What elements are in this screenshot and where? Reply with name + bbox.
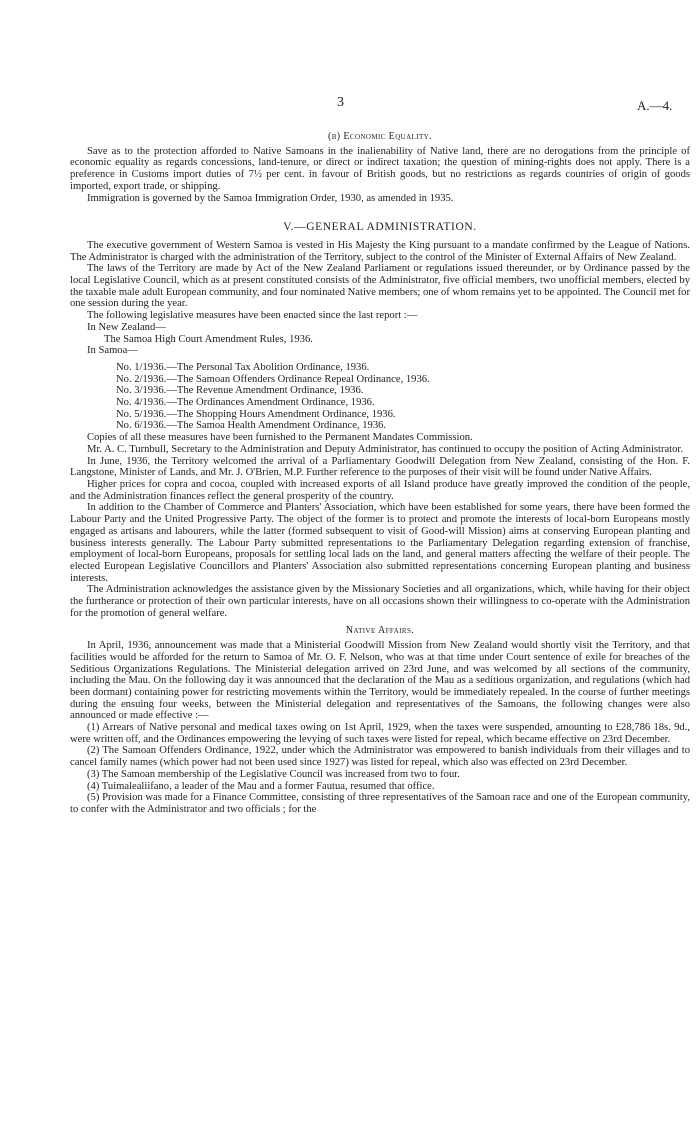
document-body (70, 131, 690, 816)
laws-paragraph: The laws of the Territory are made by Act of the New Zealand Parliament or regulations issued thereunder, or by Ordinance passed by the local Legislative Council, which as at present constituted consists of the Administrator, five official members, two unofficial members, elected by the taxable male adult European community, and four nominated Native members; one of whom remains yet to be appointed. The Council met for one session during the year. (70, 263, 690, 310)
change-item-1: (1) Arrears of Native personal and medical taxes owing on 1st April, 1929, when the taxes were suspended, amounting to £28,786 18s. 9d., were written off, and the Ordinances empowering the levying of such taxes were listed for repeal, which became effective on 23rd December. (70, 722, 690, 745)
political-parties-paragraph: In addition to the Chamber of Commerce and Planters' Association, which have been established for some years, there have been formed the Labour Party and the United Progressive Party. The object of the former is to protect and promote the interests of local-born Europeans mostly engaged as artisans and labourers, while the latter (formed subsequent to visit of Good-will Mission) aims at conserving European planting and business interests generally. The Labour Party submitted representations to the Parliamentary Delegation regarding extension of franchise, employment of local-born Europeans, proposals for settling local lads on the land, and general matters affecting the welfare of their people. The elected European Legislative Councillors and Planters' Association also submitted representations concerning European planting and business interests. (70, 502, 690, 584)
goodwill-mission-paragraph: In April, 1936, announcement was made that a Ministerial Goodwill Mission from New Zealand would shortly visit the Territory, and that facilities would be afforded for the return to Samoa of Mr. O. F. Nelson, who was at that time under Court sentence of exile for breaches of the Seditious Organizations Regulations. The Ministerial delegation arrived on 23rd June, and was welcomed by all sections of the community, including the Mau. On the following day it was announced that the declaration of the Mau as a seditious organization, and regulations (which had been dormant) containing power for restricting movements within the Territory, would be immediately repealed. In the course of further meetings during the ensuing four weeks, between the Ministerial delegation and representatives of the Samoans, the following changes were also announced or made effective :— (70, 640, 690, 722)
change-item-2: (2) The Samoan Offenders Ordinance, 1922, under which the Administrator was empowered to banish individuals from their villages and to cancel family names (which power had not been used since 1927) was listed for repeal, which also was effected on 23rd December. (70, 745, 690, 769)
change-item-5: (5) Provision was made for a Finance Committee, consisting of three representatives of the Samoan race and one of the European community, to confer with the Administrator and two officials ; for the (70, 792, 690, 815)
general-administration-heading: V.—GENERAL ADMINISTRATION. (283, 221, 477, 234)
native-affairs-heading: Native Affairs. (345, 625, 415, 637)
ordinance-item: No. 2/1936.—The Samoan Offenders Ordinance Repeal Ordinance, 1936. (116, 373, 430, 385)
samoa-label: In Samoa— (87, 345, 138, 357)
nz-label: In New Zealand— (87, 321, 166, 333)
prosperity-paragraph: Higher prices for copra and cocoa, coupled with increased exports of all Island produce have greatly improved the condition of the people, and the Administration finances reflect the general prosperity of the country. (70, 478, 690, 502)
change-item-4: (4) Tuimalealiifano, a leader of the Mau and a former Fautua, resumed that office. (87, 780, 435, 792)
copies-paragraph: Copies of all these measures have been furnished to the Permanent Mandates Commission. (87, 432, 473, 444)
executive-government-paragraph: The executive government of Western Samoa is vested in His Majesty the King pursuant to a mandate confirmed by the League of Nations. The Administrator is charged with the administration of the Territory, subject to the control of the Minister of External Affairs of New Zealand. (70, 239, 690, 263)
ordinance-item: No. 3/1936.—The Revenue Amendment Ordinance, 1936. (116, 385, 364, 397)
ordinance-item: No. 1/1936.—The Personal Tax Abolition Ordinance, 1936. (116, 361, 370, 373)
ordinance-item: No. 4/1936.—The Ordinances Amendment Ordinance, 1936. (116, 397, 375, 409)
change-item-3: (3) The Samoan membership of the Legislative Council was increased from two to four. (87, 768, 460, 780)
ordinance-item: No. 5/1936.—The Shopping Hours Amendment Ordinance, 1936. (116, 408, 396, 420)
document-reference: A.—4. (637, 98, 673, 113)
legislative-measures-intro: The following legislative measures have been enacted since the last report :— (87, 310, 418, 322)
economic-equality-heading: (b) Economic Equality. (327, 131, 432, 142)
page-number: 3 (337, 95, 344, 110)
acting-administrator-paragraph: Mr. A. C. Turnbull, Secretary to the Administration and Deputy Administrator, has continued to occupy the position of Acting Administrator. (87, 443, 684, 455)
nz-measure-item: The Samoa High Court Amendment Rules, 1936. (104, 333, 313, 345)
ordinance-item: No. 6/1936.—The Samoa Health Amendment Ordinance, 1936. (116, 420, 387, 432)
missionary-societies-paragraph: The Administration acknowledges the assistance given by the Missionary Societies and all organizations, which, while having for their object the furtherance or protection of their own particular interests, have on all occasions shown their willingness to co-operate with the Administration for the promotion of general welfare. (70, 584, 690, 619)
immigration-paragraph: Immigration is governed by the Samoa Immigration Order, 1930, as amended in 1935. (87, 192, 454, 204)
goodwill-delegation-paragraph: In June, 1936, the Territory welcomed the arrival of a Parliamentary Goodwill Delegation from New Zealand, consisting of the Hon. F. Langstone, Minister of Lands, and Mr. J. O'Brien, M.P. Further reference to the purposes of their visit will be found under Native Affairs. (70, 455, 690, 479)
economic-equality-paragraph: Save as to the protection afforded to Native Samoans in the inalienability of Native land, there are no derogations from the principle of economic equality as regards concessions, land-tenure, or direct or indirect taxation; the question of mining-rights does not apply. There is a preference in Customs import duties of 7½ per cent. in favour of British goods, but no restrictions as regards countries of origin of goods imported, export trade, or shipping. (70, 145, 690, 192)
